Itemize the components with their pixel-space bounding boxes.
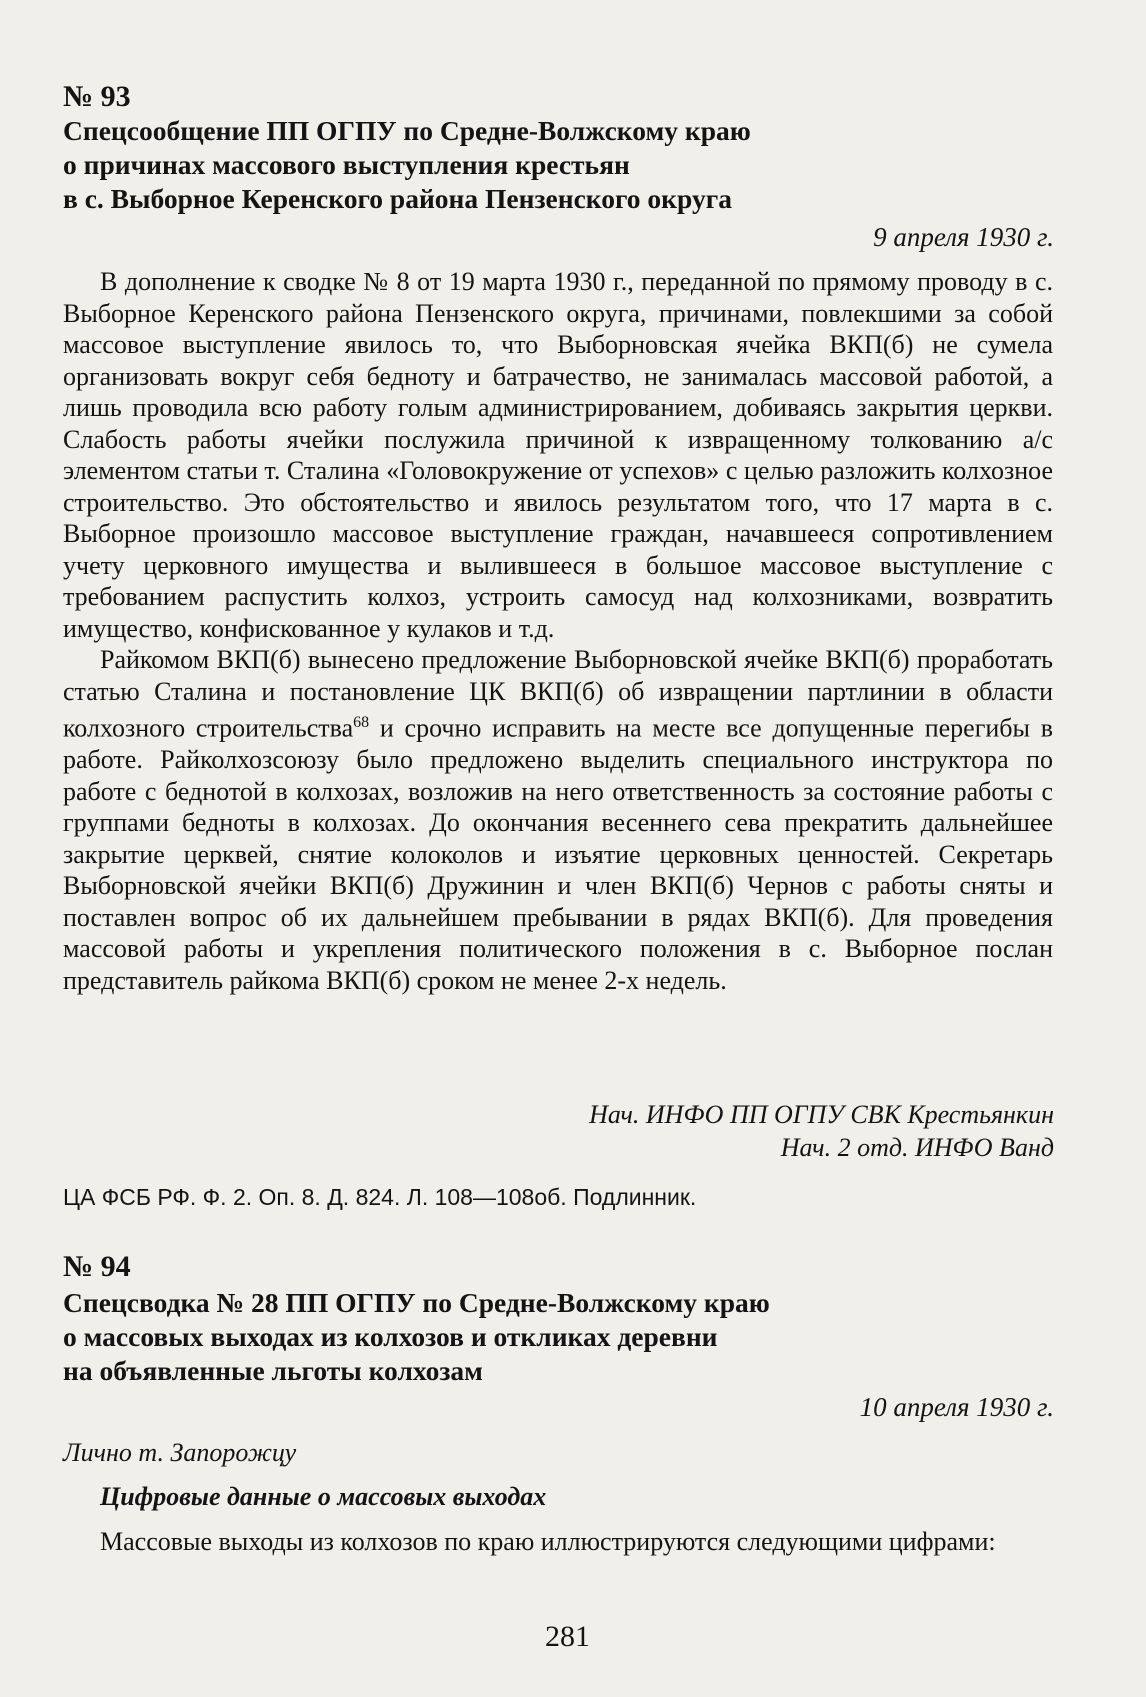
doc94-date: 10 апреля 1930 г. bbox=[859, 1392, 1054, 1422]
doc94-addressee: Лично т. Запорожцу bbox=[63, 1438, 297, 1467]
doc94-title-line: на объявленные льготы колхозам bbox=[63, 1355, 483, 1386]
doc93-date: 9 апреля 1930 г. bbox=[873, 222, 1054, 252]
doc94-body bbox=[63, 1526, 1053, 1558]
archive-source: ЦА ФСБ РФ. Ф. 2. Оп. 8. Д. 824. Л. 108—108об. Подлинник. bbox=[63, 1184, 697, 1210]
page-number: 281 bbox=[545, 1620, 590, 1653]
doc94-title bbox=[63, 1286, 1063, 1388]
doc93-paragraph-1: В дополнение к сводке № 8 от 19 марта 1930 г., переданной по прямому проводу в с. Выборное Керенского района Пензенского округа, причинами, повлекшими за собой массовое выступление явилось то, что Выборновская ячейка ВКП(б) не сумела организовать вокруг себя бедноту и батрачество, не занималась массовой работой, а лишь проводила всю работу голым администрированием, добиваясь закрытия церкви. Слабость работы ячейки послужила причиной к извращенному толкованию а/с элементом статьи т. Сталина «Головокружение от успехов» с целью разложить колхозное строительство. Это обстоятельство и явилось результатом того, что 17 марта в с. Выборное произошло массовое выступление граждан, начавшееся сопротивлением учету церковного имущества и вылившееся в большое массовое выступление с требованием распустить колхоз, устроить самосуд над колхозниками, возвратить имущество, конфискованное у кулаков и т.д. bbox=[63, 267, 1053, 643]
doc94-paragraph: Массовые выходы из колхозов по краю иллюстрируются следующими цифрами: bbox=[100, 1527, 996, 1556]
doc93-paragraph-2-part-1: Райкомом ВКП(б) вынесено предложение Выборновской ячейке ВКП(б) проработать статью Сталина и постановление ЦК ВКП(б) об извращении партлинии в области колхозного строительства bbox=[63, 645, 1053, 743]
doc93-title-line: в с. Выборное Керенского района Пензенского округа bbox=[63, 183, 732, 214]
doc93-title-line: о причинах массового выступления крестьян bbox=[63, 149, 630, 180]
signature-line-2: Нач. 2 отд. ИНФО Ванд bbox=[780, 1133, 1054, 1162]
doc94-number: № 94 bbox=[63, 1250, 131, 1283]
doc93-paragraph-2 bbox=[63, 644, 1053, 996]
doc94-title-line: о массовых выходах из колхозов и откликах деревни bbox=[63, 1321, 718, 1352]
doc94-subheading: Цифровые данные о массовых выходах bbox=[100, 1482, 547, 1511]
signature-line-1: Нач. ИНФО ПП ОГПУ СВК Крестьянкин bbox=[589, 1100, 1054, 1129]
doc93-number: № 93 bbox=[63, 80, 131, 113]
footnote-ref[interactable]: 68 bbox=[353, 714, 370, 731]
doc93-title-line: Спецсообщение ПП ОГПУ по Средне-Волжскому краю bbox=[63, 115, 751, 146]
doc93-body bbox=[63, 266, 1053, 996]
doc94-title-line: Спецсводка № 28 ПП ОГПУ по Средне-Волжскому краю bbox=[63, 1287, 770, 1318]
doc93-title bbox=[63, 114, 1063, 216]
doc93-paragraph-2-part-2: и срочно исправить на месте все допущенные перегибы в работе. Райколхозсоюзу было предложено выделить специального инструктора по работе с беднотой в колхозах, возложив на него ответственность за состояние работы с группами бедноты в колхозах. До окончания весеннего сева прекратить дальнейшее закрытие церквей, снятие колоколов и изъятие церковных ценностей. Секретарь Выборновской ячейки ВКП(б) Дружинин и член ВКП(б) Чернов с работы сняты и поставлен вопрос об их дальнейшем пребывании в рядах ВКП(б). Для проведения массовой работы и укрепления политического положения в с. Выборное послан представитель райкома ВКП(б) сроком не менее 2-х недель. bbox=[63, 713, 1053, 995]
